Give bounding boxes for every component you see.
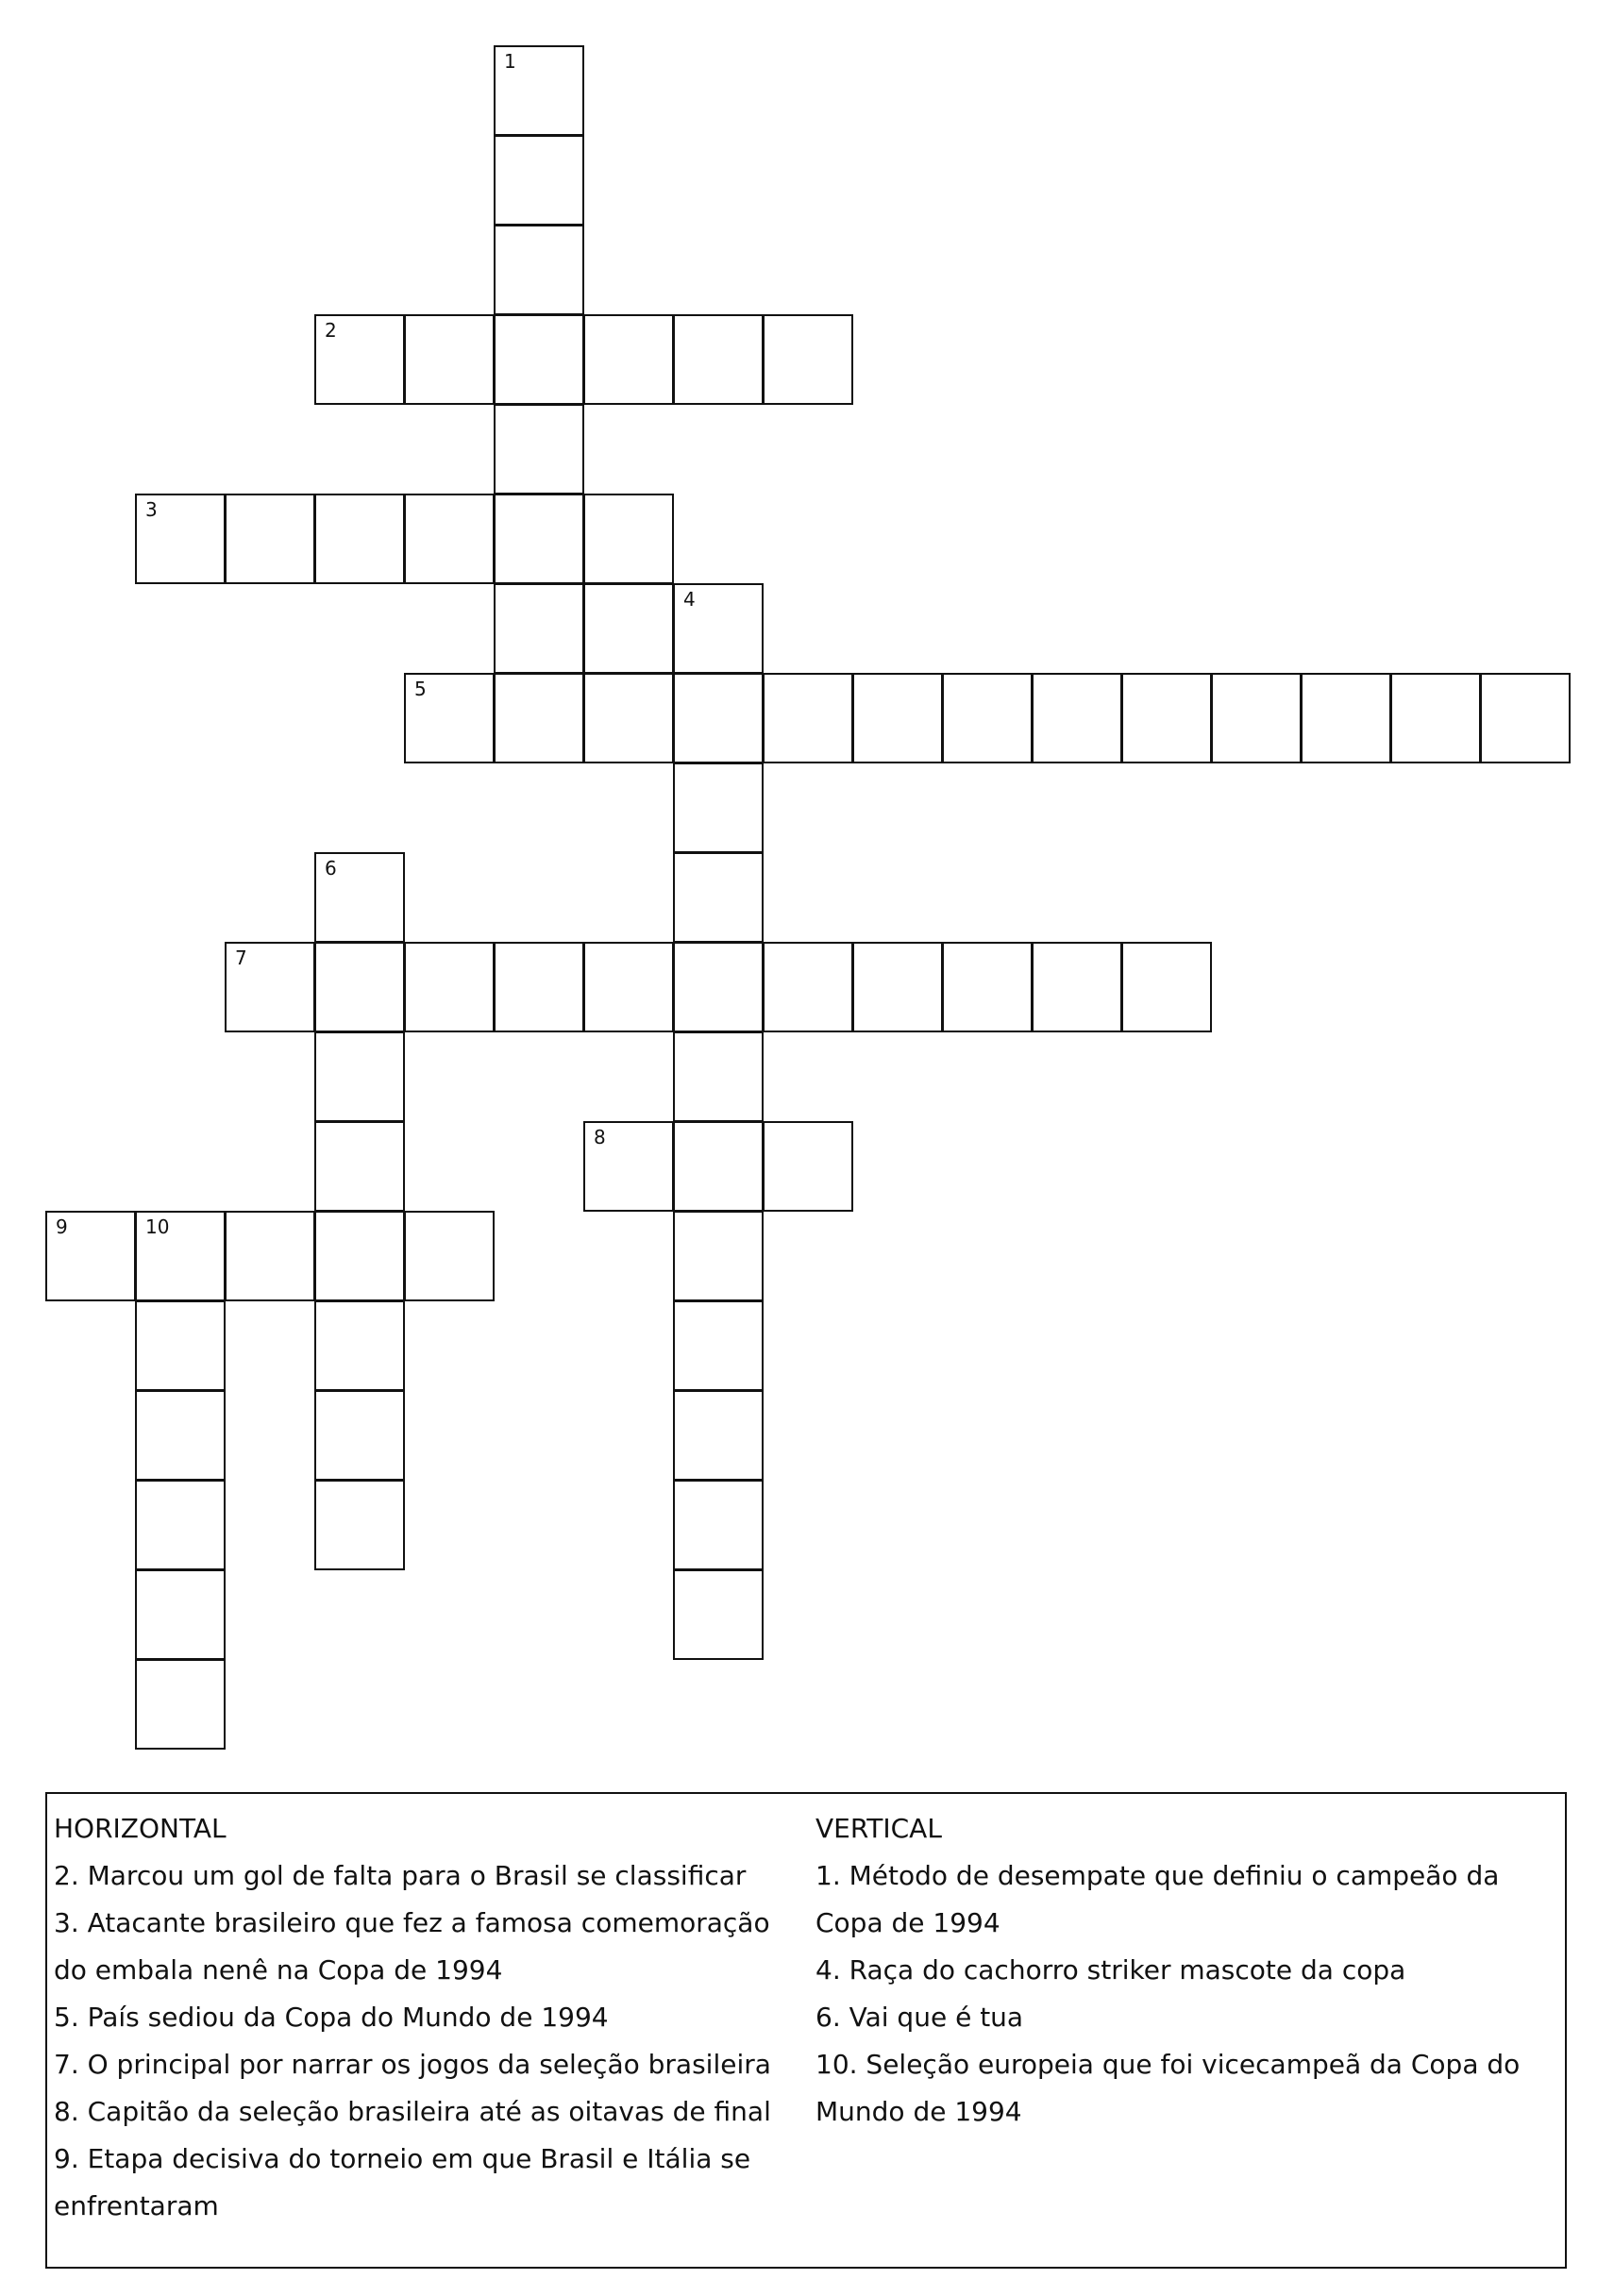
grid-cell[interactable]: [673, 942, 764, 1032]
grid-cell[interactable]: [314, 1390, 405, 1481]
clue-vertical-6: 6. Vai que é tua: [815, 2002, 1024, 2033]
grid-cell[interactable]: [404, 1211, 495, 1301]
grid-cell[interactable]: [314, 1480, 405, 1570]
grid-cell[interactable]: [1390, 673, 1481, 763]
grid-cell[interactable]: [404, 673, 495, 763]
grid-cell[interactable]: [673, 763, 764, 853]
grid-cell[interactable]: [494, 583, 584, 674]
grid-cell[interactable]: [942, 673, 1033, 763]
grid-cell[interactable]: [314, 1211, 405, 1301]
vertical-clues: [815, 1805, 1533, 2136]
horizontal-clues: [54, 1805, 790, 2230]
grid-cell[interactable]: [673, 1480, 764, 1570]
grid-cell[interactable]: [314, 494, 405, 584]
clue-number-9: 9: [56, 1215, 68, 1238]
grid-cell[interactable]: [314, 314, 405, 405]
grid-cell[interactable]: [314, 852, 405, 943]
grid-cell[interactable]: [673, 673, 764, 763]
grid-cell[interactable]: [494, 494, 584, 584]
grid-cell[interactable]: [404, 314, 495, 405]
grid-cell[interactable]: [583, 583, 674, 674]
grid-cell[interactable]: [314, 1121, 405, 1212]
grid-cell[interactable]: [583, 673, 674, 763]
grid-cell[interactable]: [673, 1211, 764, 1301]
grid-cell[interactable]: [494, 135, 584, 226]
clue-vertical-4: 4. Raça do cachorro striker mascote da copa: [815, 1954, 1406, 1986]
grid-cell[interactable]: [763, 314, 853, 405]
grid-cell[interactable]: [583, 942, 674, 1032]
clue-number-7: 7: [235, 947, 247, 969]
grid-cell[interactable]: [1480, 673, 1571, 763]
clue-number-1: 1: [504, 50, 516, 73]
grid-cell[interactable]: [1032, 942, 1122, 1032]
clue-number-2: 2: [325, 319, 337, 342]
grid-cell[interactable]: [673, 1390, 764, 1481]
grid-cell[interactable]: [225, 1211, 315, 1301]
clue-number-10: 10: [145, 1215, 170, 1238]
grid-cell[interactable]: [852, 673, 943, 763]
clue-number-6: 6: [325, 857, 337, 880]
clue-number-5: 5: [414, 678, 427, 700]
grid-cell[interactable]: [763, 942, 853, 1032]
grid-cell[interactable]: [673, 1300, 764, 1391]
clue-horizontal-3: 3. Atacante brasileiro que fez a famosa comemoração do embala nenê na Copa de 1994: [54, 1907, 770, 1986]
grid-cell[interactable]: [673, 314, 764, 405]
grid-cell[interactable]: [494, 225, 584, 315]
clue-horizontal-5: 5. País sediou da Copa do Mundo de 1994: [54, 2002, 609, 2033]
grid-cell[interactable]: [225, 494, 315, 584]
grid-cell[interactable]: [314, 1031, 405, 1122]
grid-cell[interactable]: [135, 1569, 226, 1660]
grid-cell[interactable]: [225, 942, 315, 1032]
grid-cell[interactable]: [1301, 673, 1391, 763]
grid-cell[interactable]: [135, 494, 226, 584]
grid-cell[interactable]: [673, 583, 764, 674]
clue-vertical-10: 10. Seleção europeia que foi vicecampeã da Copa do Mundo de 1994: [815, 2049, 1521, 2127]
clue-number-8: 8: [594, 1126, 606, 1148]
grid-cell[interactable]: [852, 942, 943, 1032]
grid-cell[interactable]: [763, 1121, 853, 1212]
vertical-heading: VERTICAL: [815, 1813, 942, 1844]
grid-cell[interactable]: [135, 1480, 226, 1570]
grid-cell[interactable]: [763, 673, 853, 763]
grid-cell[interactable]: [135, 1211, 226, 1301]
grid-cell[interactable]: [494, 314, 584, 405]
grid-cell[interactable]: [404, 494, 495, 584]
grid-cell[interactable]: [404, 942, 495, 1032]
clues-panel: [45, 1792, 1567, 2269]
grid-cell[interactable]: [494, 404, 584, 494]
grid-cell[interactable]: [494, 942, 584, 1032]
clue-number-3: 3: [145, 498, 158, 521]
grid-cell[interactable]: [673, 1031, 764, 1122]
grid-cell[interactable]: [583, 494, 674, 584]
grid-cell[interactable]: [135, 1659, 226, 1750]
grid-cell[interactable]: [314, 1300, 405, 1391]
grid-cell[interactable]: [673, 1569, 764, 1660]
grid-cell[interactable]: [135, 1300, 226, 1391]
clue-vertical-1: 1. Método de desempate que definiu o campeão da Copa de 1994: [815, 1860, 1500, 1938]
grid-cell[interactable]: [135, 1390, 226, 1481]
grid-cell[interactable]: [673, 1121, 764, 1212]
grid-cell[interactable]: [583, 1121, 674, 1212]
clue-horizontal-9: 9. Etapa decisiva do torneio em que Brasil e Itália se enfrentaram: [54, 2143, 751, 2221]
grid-cell[interactable]: [494, 673, 584, 763]
grid-cell[interactable]: [494, 45, 584, 136]
clue-horizontal-2: 2. Marcou um gol de falta para o Brasil se classificar: [54, 1860, 747, 1891]
grid-cell[interactable]: [45, 1211, 136, 1301]
grid-cell[interactable]: [1121, 942, 1212, 1032]
grid-cell[interactable]: [1121, 673, 1212, 763]
grid-cell[interactable]: [1032, 673, 1122, 763]
clue-number-4: 4: [683, 588, 696, 611]
grid-cell[interactable]: [942, 942, 1033, 1032]
clue-horizontal-8: 8. Capitão da seleção brasileira até as oitavas de final: [54, 2096, 771, 2127]
grid-cell[interactable]: [673, 852, 764, 943]
horizontal-heading: HORIZONTAL: [54, 1813, 227, 1844]
grid-cell[interactable]: [314, 942, 405, 1032]
clue-horizontal-7: 7. O principal por narrar os jogos da seleção brasileira: [54, 2049, 771, 2080]
grid-cell[interactable]: [1211, 673, 1302, 763]
grid-cell[interactable]: [583, 314, 674, 405]
